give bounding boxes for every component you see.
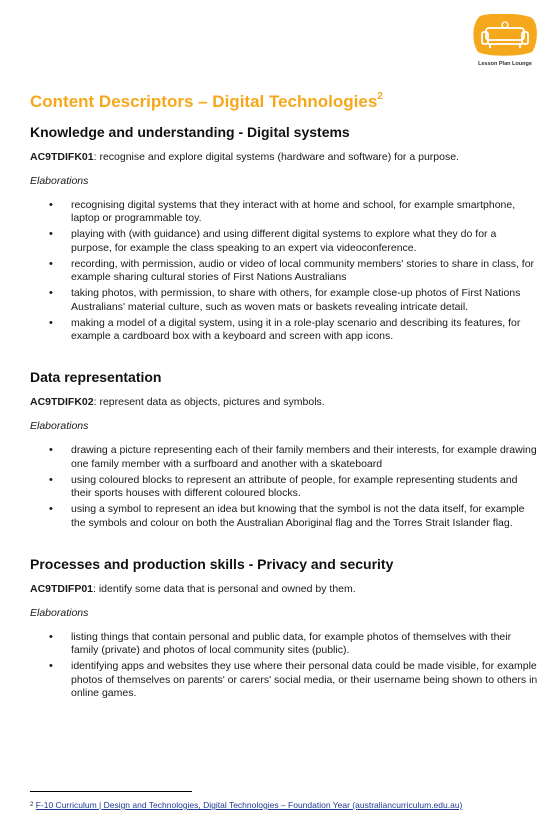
document-body [30,92,540,703]
list-item: • making a model of a digital system, using it in a role-play scenario and describing its features, for example a cardboard box with a keyboard and screen with app icons. [30,317,540,344]
list-item: • playing with (with guidance) and using different digital systems to explore what they do for a purpose, for example the class speaking to an expert via videoconference. [30,228,540,255]
section-heading-privacy-security: Processes and production skills - Privacy and security [30,556,394,573]
descriptor-code: AC9TDIFP01 [30,583,94,596]
list-item: • identifying apps and websites they use where their personal data could be made visible, for example photos of themselves on parents' or carers' social media, or their username being shown to others in online games. [30,660,540,700]
curriculum-link[interactable]: F-10 Curriculum | Design and Technologies, Digital Technologies – Foundation Year (australiancurriculum.edu.au) [35,800,463,810]
footnote-divider [30,791,192,792]
list-item: • drawing a picture representing each of their family members and their interests, for example drawing one family member with a surfboard and another with a skateboard [30,444,540,471]
descriptor-digital-systems: AC9TDIFK01: recognise and explore digital systems (hardware and software) for a purpose. [30,151,459,163]
lesson-plan-lounge-logo [470,14,540,76]
page-title: Content Descriptors – Digital Technologies$^2$ [30,91,383,111]
descriptor-code: AC9TDIFK02 [30,396,94,409]
list-item: • listing things that contain personal and public data, for example photos of themselves with their family (private) and photos of local community sites (public). [30,631,540,658]
list-item: • recognising digital systems that they interact with at home and school, for example smartphone, laptop or programmable toy. [30,199,540,226]
list-item: • using coloured blocks to represent an attribute of people, for example representing students and their sports houses with different coloured blocks. [30,474,540,501]
elaborations-label: Elaborations [30,607,89,620]
elaborations-label: Elaborations [30,420,89,433]
footnote-number: 2 [30,802,34,808]
descriptor-code: AC9TDIFK01 [30,151,94,163]
list-item: • using a symbol to represent an idea but knowing that the symbol is not the data itself, for example the symbols and colour on both the Australian Aboriginal flag and the Torres Strait Islander flag. [30,503,540,530]
sofa-logo-icon [472,14,538,56]
descriptor-data-representation: AC9TDIFK02: represent data as objects, pictures and symbols. [30,396,325,409]
elaborations-label: Elaborations [30,175,89,187]
elaborations-list-privacy-security [30,631,540,701]
list-item: • taking photos, with permission, to share with others, for example close-up photos of First Nations Australians' material culture, such as woven mats or baskets revealing intricate detail. [30,287,540,314]
list-item: • recording, with permission, audio or video of local community members' stories to share in class, for example sharing cultural stories of First Nations Australians [30,258,540,285]
footnote-marker: 2 [377,91,383,102]
logo-text: Lesson Plan Lounge [478,61,532,67]
section-heading-data-representation: Data representation [30,369,162,386]
elaborations-list-data-representation [30,444,540,530]
section-heading-digital-systems: Knowledge and understanding - Digital systems [30,124,350,140]
elaborations-list-digital-systems [30,199,540,343]
footnote [30,800,462,811]
descriptor-privacy-security: AC9TDIFP01: identify some data that is personal and owned by them. [30,583,356,596]
